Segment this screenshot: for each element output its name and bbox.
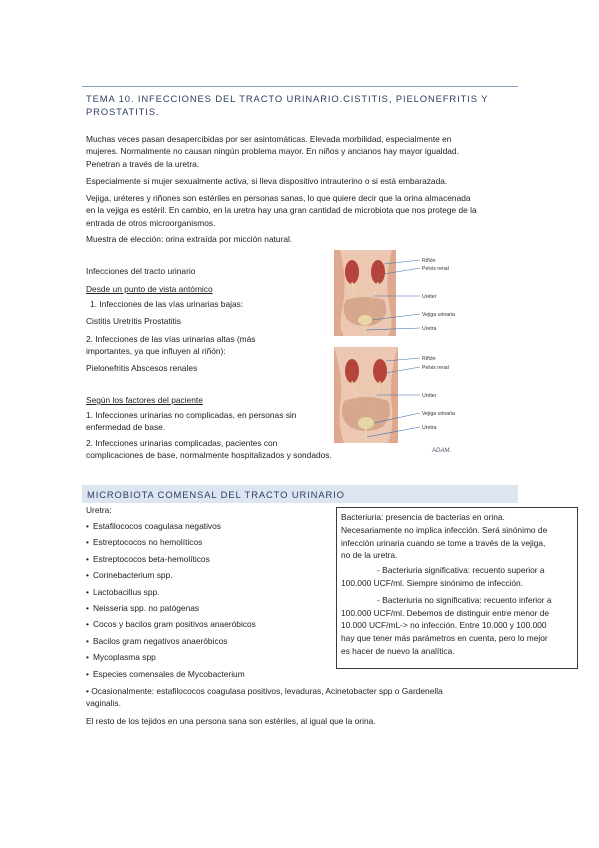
list-item: • Bacilos gram negativos anaeróbicos bbox=[86, 635, 336, 651]
label-rinon: Riñón bbox=[422, 356, 436, 362]
list-item: • Estreptococos no hemolíticos bbox=[86, 536, 336, 552]
patient-subheading: Según los factores del paciente bbox=[86, 395, 203, 405]
text-line: 100.000 UCF/ml. Siempre sinónimo de infección. bbox=[341, 577, 524, 588]
text-line: Muchas veces pasan desapercibidas por ser asintomáticas. Elevada morbilidad, especialmente en bbox=[86, 134, 452, 144]
text-line: 2. Infecciones urinarias complicadas, pacientes con bbox=[86, 438, 278, 448]
bacteriuria-box bbox=[336, 507, 578, 669]
text-line: es hacer de nuevo la analítica. bbox=[341, 645, 455, 656]
closing-statement: El resto de los tejidos en una persona sana son estériles, al igual que la orina. bbox=[86, 716, 376, 726]
text-line: importantes, ya que influyen al riñón): bbox=[86, 346, 226, 357]
intro-paragraph-3 bbox=[86, 192, 526, 229]
text-line: vaginalis. bbox=[86, 698, 121, 709]
list-item: • Mycoplasma spp bbox=[86, 651, 336, 667]
list-item: • Especies comensales de Mycobacterium bbox=[86, 668, 336, 684]
text-line: Penetran a través de la uretra. bbox=[86, 158, 200, 169]
text-line: no de la uretra. bbox=[341, 550, 398, 561]
patient-item-2 bbox=[86, 437, 332, 462]
anatomic-item-1: 1. Infecciones de las vías urinarias bajas: bbox=[90, 299, 244, 309]
text-line: hay que tener más parámetros en cuenta, pero lo mejor bbox=[341, 633, 548, 644]
label-pelvis-renal: Pelvis renal bbox=[422, 266, 449, 272]
section-heading-1 bbox=[82, 86, 518, 118]
heading-rule bbox=[82, 86, 518, 87]
text-line: infección urinaria cuando se tome a través de la vejiga, bbox=[341, 537, 546, 548]
anatomic-item-1-list: Cistitis Uretritis Prostatitis bbox=[86, 316, 181, 326]
section-2-title: MICROBIOTA COMENSAL DEL TRACTO URINARIO bbox=[87, 489, 345, 500]
text-line: Vejiga, uréteres y riñones son estériles en personas sanas, lo que quiere decir que la orina almacenada bbox=[86, 193, 471, 203]
label-pelvis-renal: Pelvis renal bbox=[422, 365, 449, 371]
label-uretra: Uretra bbox=[422, 425, 437, 431]
anatomic-item-2 bbox=[86, 333, 255, 358]
label-vejiga: Vejiga urinaria bbox=[422, 411, 455, 417]
list-item: • Lactobacillus spp. bbox=[86, 586, 336, 602]
list-item: • Estafilococos coagulasa negativos bbox=[86, 520, 336, 536]
anatomic-subheading: Desde un punto de vista antómico bbox=[86, 284, 213, 294]
text-line: mujeres. Normalmente no causan ningún problema mayor. En niños y ancianos hay mayor igualdad. bbox=[86, 146, 459, 157]
patient-item-1 bbox=[86, 409, 296, 434]
classification-heading: Infecciones del tracto urinario bbox=[86, 266, 196, 276]
microbiota-list bbox=[86, 520, 336, 684]
adam-credit: ADAM. bbox=[432, 448, 452, 454]
anatomic-item-2-list: Pielonefritis Abscesos renales bbox=[86, 363, 198, 373]
urinary-anatomy-figure-top bbox=[330, 250, 470, 336]
text-line: 10.000 UCF/mL-> no infección. Entre 10.000 y 100.000 bbox=[341, 620, 547, 631]
intro-paragraph-4: Muestra de elección: orina extraída por micción natural. bbox=[86, 234, 293, 244]
text-line: • Ocasionalmente: estafilococos coagulasa positivos, levaduras, Acinetobacter spp o Gardenella bbox=[86, 686, 443, 696]
list-item: • Corinebacterium spp. bbox=[86, 569, 336, 585]
label-vejiga: Vejiga urinaria bbox=[422, 312, 455, 318]
heading-line-2: PROSTATITIS. bbox=[86, 106, 160, 117]
text-line: 100.000 UCF/ml. Debemos de distinguir entre menor de bbox=[341, 607, 550, 618]
intro-paragraph-2: Especialmente si mujer sexualmente activa, si lleva dispositivo intrauterino o si está embarazada. bbox=[86, 176, 448, 186]
text-line: Bacteriuria: presencia de bacterias en orina. bbox=[341, 512, 505, 522]
intro-paragraph-1 bbox=[86, 133, 526, 170]
label-rinon: Riñón bbox=[422, 258, 436, 264]
list-item: • Cocos y bacilos gram positivos anaeróbicos bbox=[86, 618, 336, 634]
text-line: - Bacteriuria no significativa: recuento inferior a bbox=[377, 594, 552, 605]
label-uretra: Uretra bbox=[422, 326, 437, 332]
text-line: entrada de otros microorganismos. bbox=[86, 217, 216, 228]
text-line: - Bacteriuria significativa: recuento superior a bbox=[377, 565, 545, 576]
section-heading-2 bbox=[82, 485, 518, 503]
list-item: • Estreptococos beta-hemolíticos bbox=[86, 553, 336, 569]
heading-line-1: TEMA 10. INFECCIONES DEL TRACTO URINARIO.CISTITIS, PIELONEFRITIS Y bbox=[86, 93, 489, 104]
text-line: complicaciones de base, normalmente hospitalizados y sondados. bbox=[86, 450, 332, 461]
text-line: 2. Infecciones de las vías urinarias altas (más bbox=[86, 334, 256, 344]
list-item: • Neisseria spp. no patógenas bbox=[86, 602, 336, 618]
text-line: Necesariamente no implica infección. Será sinónimo de bbox=[341, 524, 548, 535]
label-ureter: Uréter bbox=[422, 294, 437, 300]
label-ureter: Uréter bbox=[422, 393, 437, 399]
text-line: en la vejiga es estéril. En cambio, en la uretra hay una gran cantidad de microbiota que nos protege de la bbox=[86, 205, 477, 216]
text-line: enfermedad de base. bbox=[86, 422, 166, 433]
urinary-anatomy-illustration bbox=[330, 250, 470, 336]
uretra-label: Uretra: bbox=[86, 505, 112, 515]
text-line: 1. Infecciones urinarias no complicadas, en personas sin bbox=[86, 410, 297, 420]
urinary-anatomy-illustration bbox=[330, 347, 470, 457]
urinary-anatomy-figure-bottom bbox=[330, 347, 470, 457]
occasional-note bbox=[86, 685, 443, 710]
